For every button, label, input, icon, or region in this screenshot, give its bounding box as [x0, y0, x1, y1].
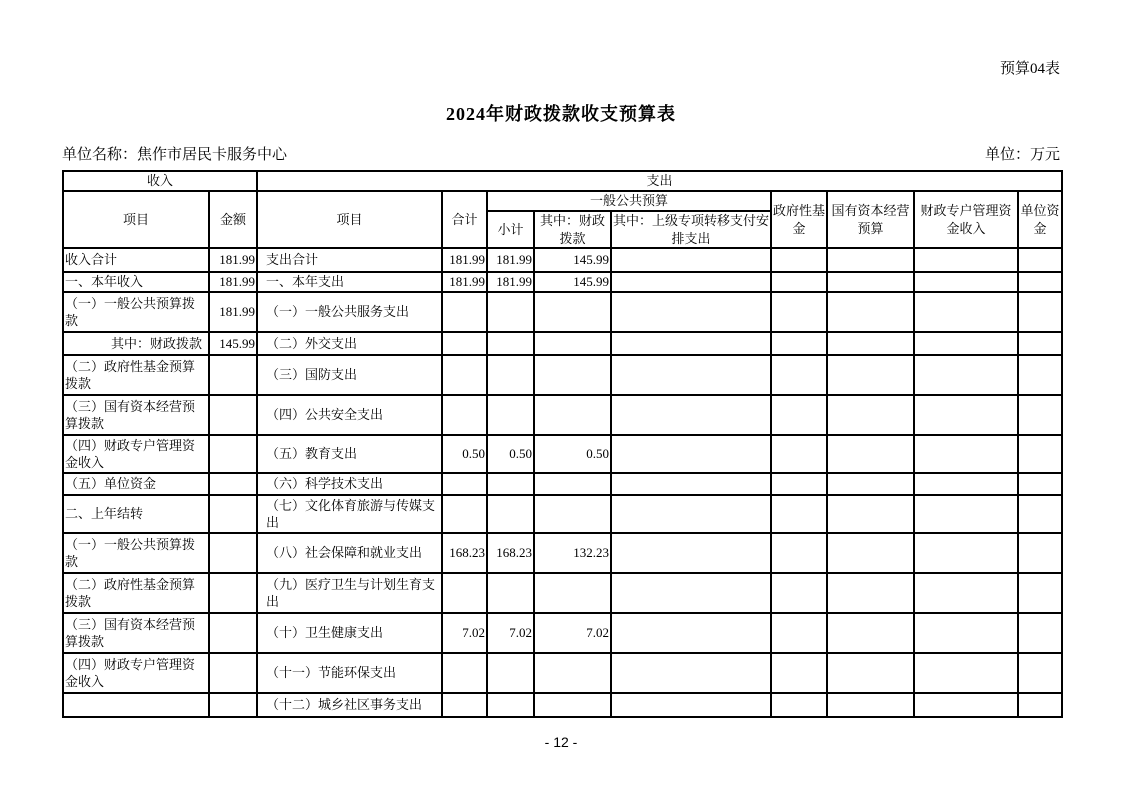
income-amount-cell: 181.99 — [209, 248, 257, 272]
income-item-header: 项目 — [63, 191, 209, 248]
gov-fund-cell — [771, 613, 827, 653]
gpb-transfer-cell — [611, 395, 771, 435]
income-item-cell — [63, 693, 209, 717]
of-which-transfer-header: 其中：上级专项转移支付安排支出 — [611, 211, 771, 248]
special-account-cell — [914, 693, 1018, 717]
gpb-fiscal-cell: 7.02 — [534, 613, 611, 653]
income-amount-cell: 181.99 — [209, 292, 257, 332]
state-capital-cell — [827, 473, 914, 495]
unit-fund-cell — [1018, 435, 1062, 473]
table-row — [63, 533, 1062, 573]
special-account-cell — [914, 495, 1018, 533]
special-account-cell — [914, 355, 1018, 395]
unit-fund-cell — [1018, 355, 1062, 395]
gpb-fiscal-cell: 145.99 — [534, 248, 611, 272]
expense-total-cell — [442, 292, 487, 332]
table-row — [63, 332, 1062, 355]
state-capital-cell — [827, 653, 914, 693]
state-capital-cell — [827, 693, 914, 717]
gpb-subtotal-cell — [487, 292, 534, 332]
special-account-cell — [914, 272, 1018, 292]
gpb-transfer-cell — [611, 613, 771, 653]
gpb-fiscal-cell — [534, 653, 611, 693]
budget-table-body — [63, 248, 1062, 717]
total-header: 合计 — [442, 191, 487, 248]
income-item-cell: （一）一般公共预算拨款 — [63, 533, 209, 573]
gov-fund-cell — [771, 272, 827, 292]
unit-fund-cell — [1018, 613, 1062, 653]
gpb-transfer-cell — [611, 248, 771, 272]
income-amount-cell — [209, 395, 257, 435]
state-capital-cell — [827, 272, 914, 292]
special-account-cell — [914, 435, 1018, 473]
page-number: - 12 - — [544, 734, 578, 751]
expense-total-cell — [442, 495, 487, 533]
gov-fund-cell — [771, 693, 827, 717]
unit-fund-cell — [1018, 573, 1062, 613]
state-capital-cell — [827, 533, 914, 573]
expense-item-cell: （十一）节能环保支出 — [257, 653, 442, 693]
income-amount-cell — [209, 653, 257, 693]
table-row — [63, 272, 1062, 292]
gpb-fiscal-cell — [534, 573, 611, 613]
unit-fund-cell — [1018, 332, 1062, 355]
state-capital-cell — [827, 292, 914, 332]
unit-fund-cell — [1018, 248, 1062, 272]
table-row — [63, 292, 1062, 332]
state-capital-cell — [827, 435, 914, 473]
gpb-fiscal-cell — [534, 395, 611, 435]
income-amount-cell — [209, 613, 257, 653]
income-item-cell: 二、上年结转 — [63, 495, 209, 533]
state-capital-cell — [827, 332, 914, 355]
table-row — [63, 693, 1062, 717]
expense-total-cell: 181.99 — [442, 248, 487, 272]
gpb-transfer-cell — [611, 332, 771, 355]
gpb-subtotal-cell: 181.99 — [487, 248, 534, 272]
state-capital-cell — [827, 613, 914, 653]
gov-fund-cell — [771, 395, 827, 435]
gpb-transfer-cell — [611, 292, 771, 332]
gov-fund-cell — [771, 533, 827, 573]
gpb-subtotal-cell — [487, 573, 534, 613]
gpb-subtotal-cell — [487, 395, 534, 435]
income-amount-cell: 145.99 — [209, 332, 257, 355]
gpb-fiscal-cell — [534, 355, 611, 395]
gov-fund-cell — [771, 653, 827, 693]
expense-total-cell — [442, 332, 487, 355]
expense-item-cell: 支出合计 — [257, 248, 442, 272]
gpb-subtotal-cell: 168.23 — [487, 533, 534, 573]
general-public-budget-group-header: 一般公共预算 — [487, 191, 771, 211]
gpb-fiscal-cell: 0.50 — [534, 435, 611, 473]
gpb-subtotal-cell — [487, 332, 534, 355]
expense-item-cell: （八）社会保障和就业支出 — [257, 533, 442, 573]
table-row — [63, 248, 1062, 272]
gpb-fiscal-cell — [534, 292, 611, 332]
income-amount-cell: 181.99 — [209, 272, 257, 292]
gpb-transfer-cell — [611, 533, 771, 573]
of-which-fiscal-header: 其中：财政拨款 — [534, 211, 611, 248]
gov-fund-cell — [771, 435, 827, 473]
expense-total-cell — [442, 653, 487, 693]
expense-total-cell — [442, 573, 487, 613]
subtotal-header: 小计 — [487, 211, 534, 248]
expense-item-cell: （三）国防支出 — [257, 355, 442, 395]
special-account-cell — [914, 292, 1018, 332]
income-amount-cell — [209, 355, 257, 395]
form-number-label: 预算04表 — [999, 61, 1060, 77]
income-item-cell: 收入合计 — [63, 248, 209, 272]
unit-fund-cell — [1018, 473, 1062, 495]
unit-fund-cell — [1018, 653, 1062, 693]
table-row — [63, 355, 1062, 395]
gov-fund-cell — [771, 495, 827, 533]
gpb-subtotal-cell — [487, 473, 534, 495]
state-capital-budget-header: 国有资本经营预算 — [827, 191, 914, 248]
special-account-cell — [914, 533, 1018, 573]
unit-name-label: 单位名称：焦作市居民卡服务中心 — [62, 147, 288, 163]
gpb-transfer-cell — [611, 435, 771, 473]
info-row — [62, 143, 1060, 164]
gpb-transfer-cell — [611, 573, 771, 613]
expense-total-cell — [442, 395, 487, 435]
table-row — [63, 573, 1062, 613]
unit-fund-cell — [1018, 292, 1062, 332]
income-amount-cell — [209, 573, 257, 613]
special-account-cell — [914, 248, 1018, 272]
income-item-cell: （二）政府性基金预算拨款 — [63, 355, 209, 395]
gpb-fiscal-cell — [534, 332, 611, 355]
gpb-fiscal-cell — [534, 693, 611, 717]
expense-total-cell: 0.50 — [442, 435, 487, 473]
gpb-transfer-cell — [611, 473, 771, 495]
expense-item-cell: （五）教育支出 — [257, 435, 442, 473]
section-header-row — [63, 171, 1062, 191]
expense-item-cell: （六）科学技术支出 — [257, 473, 442, 495]
income-item-cell: （四）财政专户管理资金收入 — [63, 653, 209, 693]
income-section-header: 收入 — [63, 171, 257, 191]
expense-item-cell: 一、本年支出 — [257, 272, 442, 292]
expense-total-cell — [442, 355, 487, 395]
income-item-cell: （二）政府性基金预算拨款 — [63, 573, 209, 613]
page-title: 2024年财政拨款收支预算表 — [446, 104, 676, 124]
budget-table — [62, 170, 1063, 718]
gpb-subtotal-cell — [487, 653, 534, 693]
gov-fund-cell — [771, 292, 827, 332]
gov-fund-cell — [771, 473, 827, 495]
gov-fund-cell — [771, 248, 827, 272]
income-item-cell: 其中：财政拨款 — [63, 332, 209, 355]
special-account-cell — [914, 395, 1018, 435]
expense-item-cell: （九）医疗卫生与计划生育支出 — [257, 573, 442, 613]
expense-total-cell — [442, 693, 487, 717]
column-header-row-1 — [63, 191, 1062, 211]
special-account-cell — [914, 473, 1018, 495]
table-row — [63, 653, 1062, 693]
state-capital-cell — [827, 495, 914, 533]
expense-item-cell: （十二）城乡社区事务支出 — [257, 693, 442, 717]
gpb-fiscal-cell — [534, 473, 611, 495]
gpb-fiscal-cell: 132.23 — [534, 533, 611, 573]
income-amount-cell — [209, 693, 257, 717]
expense-item-header: 项目 — [257, 191, 442, 248]
expense-total-cell — [442, 473, 487, 495]
gpb-subtotal-cell: 181.99 — [487, 272, 534, 292]
table-row — [63, 395, 1062, 435]
gov-fund-cell — [771, 355, 827, 395]
expense-item-cell: （七）文化体育旅游与传媒支出 — [257, 495, 442, 533]
income-amount-header: 金额 — [209, 191, 257, 248]
gpb-transfer-cell — [611, 693, 771, 717]
table-row — [63, 613, 1062, 653]
table-row — [63, 473, 1062, 495]
expense-total-cell: 181.99 — [442, 272, 487, 292]
income-item-cell: （五）单位资金 — [63, 473, 209, 495]
gpb-subtotal-cell — [487, 355, 534, 395]
expense-item-cell: （二）外交支出 — [257, 332, 442, 355]
gpb-fiscal-cell — [534, 495, 611, 533]
unit-fund-cell — [1018, 272, 1062, 292]
currency-unit-label: 单位：万元 — [984, 147, 1060, 163]
state-capital-cell — [827, 248, 914, 272]
income-amount-cell — [209, 435, 257, 473]
income-item-cell: （三）国有资本经营预算拨款 — [63, 613, 209, 653]
income-amount-cell — [209, 495, 257, 533]
unit-fund-cell — [1018, 693, 1062, 717]
income-item-cell: 一、本年收入 — [63, 272, 209, 292]
gpb-subtotal-cell: 0.50 — [487, 435, 534, 473]
state-capital-cell — [827, 355, 914, 395]
income-amount-cell — [209, 473, 257, 495]
state-capital-cell — [827, 573, 914, 613]
gpb-transfer-cell — [611, 355, 771, 395]
special-account-cell — [914, 653, 1018, 693]
special-account-cell — [914, 613, 1018, 653]
expense-item-cell: （十）卫生健康支出 — [257, 613, 442, 653]
unit-fund-cell — [1018, 395, 1062, 435]
table-row — [63, 495, 1062, 533]
table-row — [63, 435, 1062, 473]
gov-fund-cell — [771, 332, 827, 355]
expense-total-cell: 168.23 — [442, 533, 487, 573]
special-account-cell — [914, 573, 1018, 613]
unit-fund-cell — [1018, 495, 1062, 533]
expense-item-cell: （一）一般公共服务支出 — [257, 292, 442, 332]
gpb-subtotal-cell — [487, 693, 534, 717]
gov-fund-header: 政府性基金 — [771, 191, 827, 248]
income-item-cell: （一）一般公共预算拨款 — [63, 292, 209, 332]
gpb-subtotal-cell: 7.02 — [487, 613, 534, 653]
unit-fund-cell — [1018, 533, 1062, 573]
unit-fund-header: 单位资金 — [1018, 191, 1062, 248]
income-item-cell: （三）国有资本经营预算拨款 — [63, 395, 209, 435]
income-amount-cell — [209, 533, 257, 573]
state-capital-cell — [827, 395, 914, 435]
expense-total-cell: 7.02 — [442, 613, 487, 653]
gov-fund-cell — [771, 573, 827, 613]
expense-section-header: 支出 — [257, 171, 1062, 191]
gpb-subtotal-cell — [487, 495, 534, 533]
special-account-cell — [914, 332, 1018, 355]
gpb-transfer-cell — [611, 495, 771, 533]
special-account-income-header: 财政专户管理资金收入 — [914, 191, 1018, 248]
gpb-transfer-cell — [611, 653, 771, 693]
expense-item-cell: （四）公共安全支出 — [257, 395, 442, 435]
income-item-cell: （四）财政专户管理资金收入 — [63, 435, 209, 473]
gpb-fiscal-cell: 145.99 — [534, 272, 611, 292]
gpb-transfer-cell — [611, 272, 771, 292]
